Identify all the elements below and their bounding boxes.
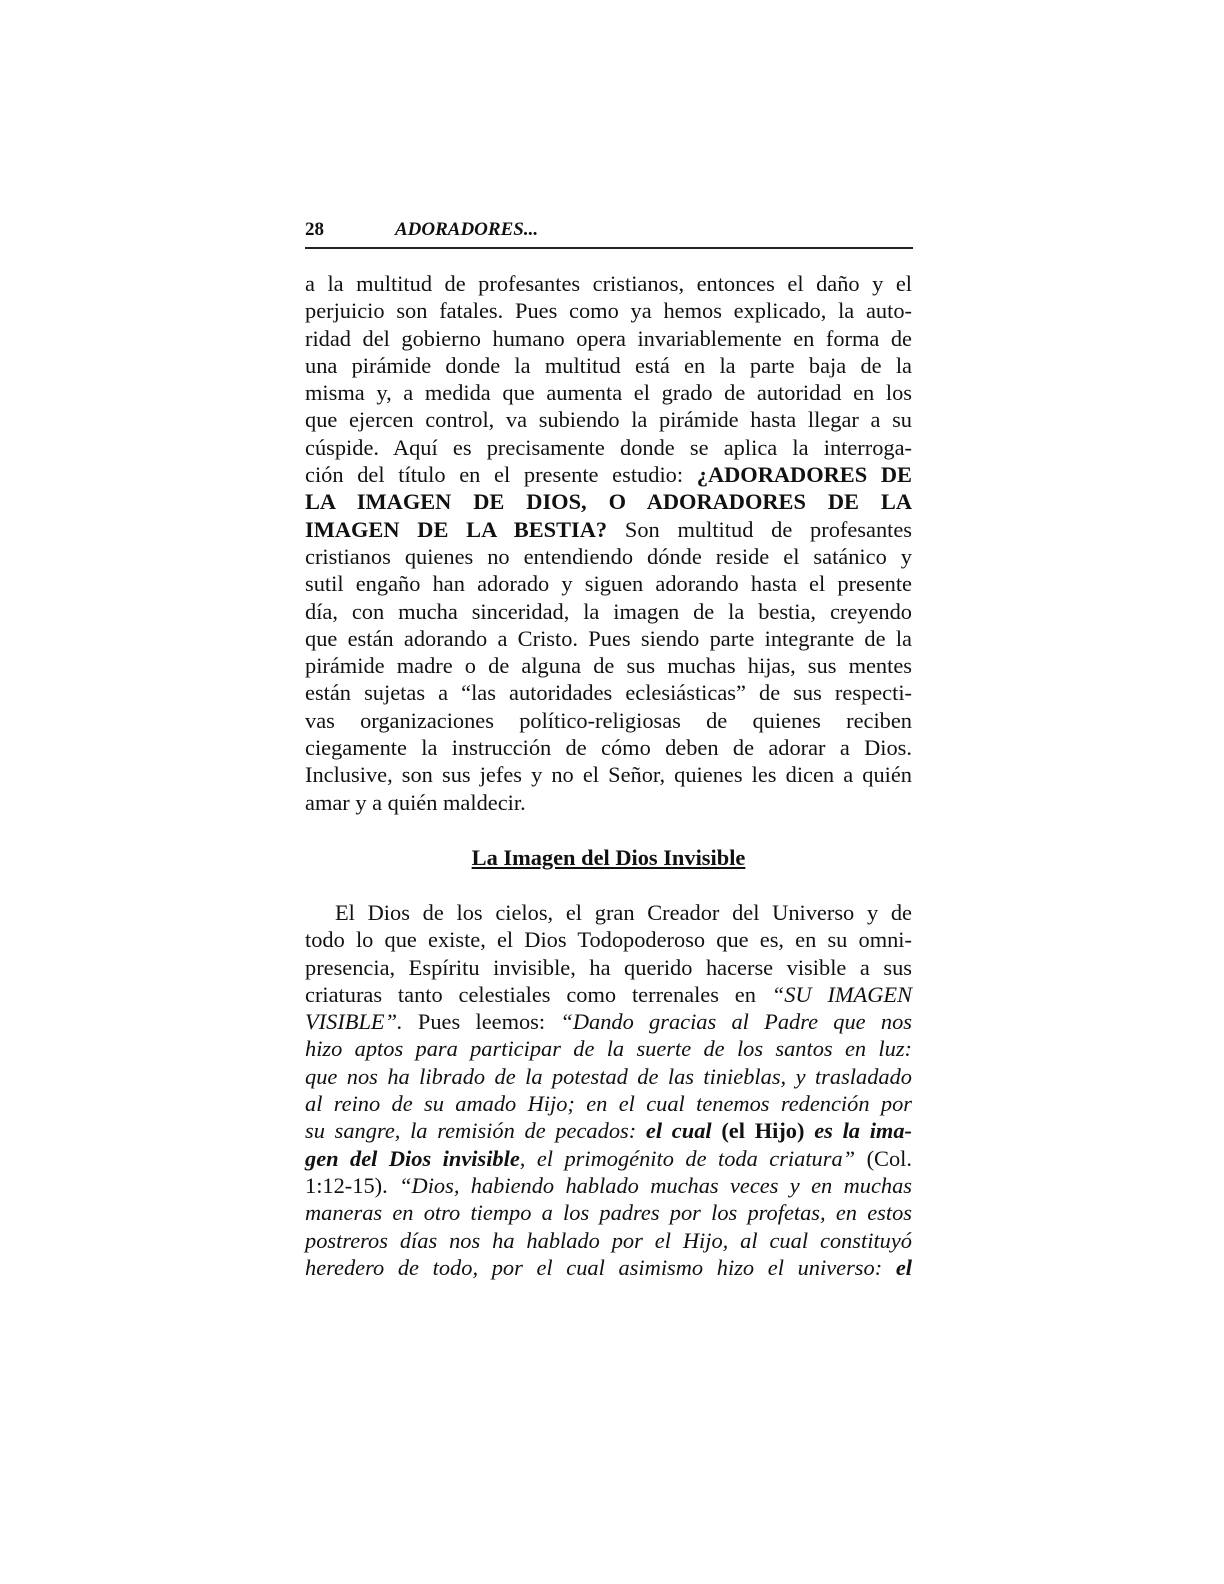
text-line (305, 1035, 912, 1062)
text-line (305, 297, 912, 324)
text-segment: “SU IMAGEN (771, 981, 913, 1007)
section-heading: La Imagen del Dios Invisible (471, 845, 746, 870)
text-line (305, 543, 912, 570)
text-segment: su sangre, la remisión de pecados: (305, 1118, 646, 1144)
text-segment: ción del título en el presente estudio: (305, 462, 697, 488)
header-rule (305, 247, 913, 249)
text-segment: misma y, a medida que aumenta el grado de autoridad en los (305, 380, 912, 406)
text-segment: Pues leemos: (402, 1009, 561, 1035)
text-line (305, 1145, 912, 1172)
text-line (305, 679, 912, 706)
text-line (305, 1008, 912, 1035)
text-line (305, 434, 912, 461)
text-line (305, 1227, 912, 1254)
text-segment: una pirámide donde la multitud está en la parte baja de la (305, 352, 912, 378)
text-segment: “Dando gracias al Padre que nos (560, 1009, 912, 1035)
text-line (305, 981, 912, 1008)
text-line (305, 734, 912, 761)
text-segment: están sujetas a “las autoridades eclesiásticas” de sus respecti- (305, 680, 912, 706)
text-segment: el cual (645, 1118, 712, 1144)
text-line (305, 899, 912, 926)
text-segment: ¿ADORADORES DE (696, 462, 912, 488)
text-segment: pirámide madre o de alguna de sus muchas hijas, sus mentes (305, 653, 912, 679)
text-segment: que están adorando a Cristo. Pues siendo parte integrante de la (305, 625, 912, 651)
text-line (305, 1199, 912, 1226)
text-segment: (el Hijo) (711, 1118, 815, 1144)
text-line (305, 570, 912, 597)
text-line (305, 461, 912, 488)
text-segment: que nos ha librado de la potestad de las tinieblas, y trasladado (305, 1063, 912, 1089)
text-segment: el (895, 1254, 912, 1280)
text-line (305, 516, 912, 543)
text-segment: “Dios, habiendo hablado muchas veces y en muchas (399, 1172, 913, 1198)
text-segment: VISIBLE”. (305, 1009, 403, 1035)
text-segment: a la multitud de profesantes cristianos, entonces el daño y el (305, 271, 912, 296)
text-segment: El Dios de los cielos, el gran Creador del Universo y de (335, 900, 912, 925)
text-line (305, 379, 912, 406)
text-segment: perjuicio son fatales. Pues como ya hemos explicado, la auto- (305, 298, 912, 324)
text-segment: criaturas tanto celestiales como terrenales en (305, 981, 772, 1007)
text-segment: amar y a quién maldecir. (305, 789, 526, 815)
text-line (305, 789, 912, 816)
text-line (305, 1254, 912, 1281)
text-line (305, 625, 912, 652)
paragraph-1 (305, 270, 912, 816)
text-segment: vas organizaciones político-religiosas de quienes reciben (305, 707, 912, 733)
running-header (305, 219, 913, 249)
text-segment: es la ima- (814, 1118, 913, 1144)
text-segment: (Col. (855, 1145, 912, 1171)
text-segment: LA IMAGEN DE DIOS, O ADORADORES DE LA (305, 489, 912, 515)
text-segment: ridad del gobierno humano opera invariablemente en forma de (305, 325, 912, 351)
text-line (305, 926, 912, 953)
text-line (305, 761, 912, 788)
text-segment: , el primogénito de toda criatura” (519, 1145, 856, 1171)
text-segment: Inclusive, son sus jefes y no el Señor, quienes les dicen a quién (305, 762, 912, 788)
text-segment: postreros días nos ha hablado por el Hijo, al cual constituyó (305, 1227, 912, 1253)
text-segment: gen del Dios invisible (305, 1145, 520, 1171)
text-line (305, 1090, 912, 1117)
text-line (305, 1117, 912, 1144)
text-line (305, 1172, 912, 1199)
text-segment: cristianos quienes no entendiendo dónde reside el satánico y (305, 543, 912, 569)
text-segment: cúspide. Aquí es precisamente donde se aplica la interroga- (305, 434, 912, 460)
paragraph-2 (305, 899, 912, 1281)
text-line (305, 954, 912, 981)
text-segment: día, con mucha sinceridad, la imagen de la bestia, creyendo (305, 598, 912, 624)
text-line (305, 598, 912, 625)
running-title: ADORADORES... (395, 219, 539, 240)
text-segment: al reino de su amado Hijo; en el cual tenemos redención por (305, 1091, 912, 1117)
text-line (305, 707, 912, 734)
text-segment: heredero de todo, por el cual asimismo hizo el universo: (305, 1254, 896, 1280)
text-segment: Son multitud de profesantes (607, 516, 913, 542)
text-line (305, 325, 912, 352)
text-line (305, 1063, 912, 1090)
text-segment: IMAGEN DE LA BESTIA? (305, 516, 608, 542)
page-number: 28 (305, 219, 324, 240)
text-segment: hizo aptos para participar de la suerte de los santos en luz: (305, 1036, 912, 1062)
text-segment: ciegamente la instrucción de cómo deben de adorar a Dios. (305, 735, 912, 761)
text-line (305, 488, 912, 515)
text-segment: 1:12-15). (305, 1172, 400, 1198)
text-segment: todo lo que existe, el Dios Todopoderoso que es, en su omni- (305, 927, 912, 953)
text-segment: sutil engaño han adorado y siguen adorando hasta el presente (305, 571, 912, 597)
text-line (305, 352, 912, 379)
text-line (305, 652, 912, 679)
text-line (305, 406, 912, 433)
text-line (305, 270, 912, 297)
text-segment: presencia, Espíritu invisible, ha querido hacerse visible a sus (305, 954, 912, 980)
text-segment: que ejercen control, va subiendo la pirámide hasta llegar a su (305, 407, 912, 433)
text-segment: maneras en otro tiempo a los padres por los profetas, en estos (305, 1200, 912, 1226)
